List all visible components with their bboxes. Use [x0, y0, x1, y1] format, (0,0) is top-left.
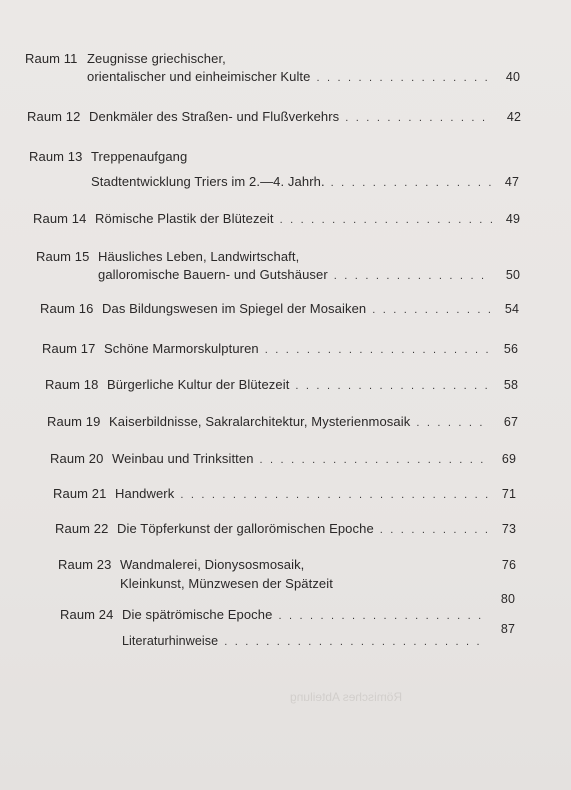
- entry-title: [112, 450, 516, 469]
- page-number: 71: [501, 487, 516, 501]
- title-line: orientalischer und einheimischer Kulte: [87, 69, 311, 84]
- title-line: Römische Plastik der Blütezeit: [95, 211, 274, 226]
- toc-entry: [60, 592, 515, 625]
- entry-title: [95, 210, 520, 229]
- title-line: Das Bildungswesen im Spiegel der Mosaiken: [102, 301, 367, 316]
- page-number: 56: [503, 342, 518, 356]
- page-number: 87: [500, 622, 515, 636]
- leader-dots: [372, 301, 491, 319]
- room-label: Raum 16: [40, 301, 94, 316]
- page-number: 76: [501, 558, 516, 572]
- room-label: Raum 14: [33, 211, 87, 226]
- toc-entry: [58, 548, 516, 593]
- leader-dots: [260, 451, 488, 469]
- title-line: Schöne Marmorskulpturen: [104, 341, 259, 356]
- title-line: Handwerk: [115, 486, 175, 501]
- entry-title: [122, 592, 515, 625]
- entry-title: [117, 520, 516, 539]
- room-label: Raum 11: [25, 51, 78, 66]
- leader-dots: [316, 69, 492, 87]
- entry-title: [87, 50, 520, 87]
- title-line: Denkmäler des Straßen- und Flußverkehrs: [89, 109, 340, 124]
- leader-dots: [180, 486, 488, 504]
- leader-dots: [278, 607, 487, 625]
- entry-title: [89, 108, 521, 127]
- title-line: Literaturhinweise: [122, 634, 219, 648]
- leader-dots: [295, 377, 490, 395]
- show-through-text: Römisches Abteilung: [290, 690, 403, 704]
- page-number: 67: [503, 415, 518, 429]
- leader-dots: [265, 341, 490, 359]
- page-number: 69: [501, 452, 516, 466]
- leader-dots: [224, 633, 487, 651]
- toc-entry: [25, 50, 520, 87]
- title-line: Kleinkunst, Münzwesen der Spätzeit: [120, 576, 333, 591]
- room-label: Raum 15: [36, 249, 90, 264]
- page-number: 54: [504, 302, 519, 316]
- title-line: Zeugnisse griechischer,: [87, 51, 226, 66]
- page-number: 42: [506, 110, 521, 124]
- entry-title: [104, 340, 518, 359]
- title-line: galloromische Bauern- und Gutshäuser: [98, 267, 328, 282]
- entry-title: [102, 300, 519, 319]
- toc-entry: [33, 210, 520, 229]
- room-label: Raum 21: [53, 486, 107, 501]
- title-line: Treppenaufgang: [91, 149, 188, 164]
- leader-dots: [280, 211, 492, 229]
- title-line: Wandmalerei, Dionysosmosaik,: [120, 557, 305, 572]
- room-label: Raum 19: [47, 414, 101, 429]
- leader-dots: [416, 414, 490, 432]
- toc-entry: [36, 248, 520, 285]
- toc-entry: [55, 520, 516, 539]
- title-line: Kaiserbildnisse, Sakralarchitektur, Mysterienmosaik: [109, 414, 411, 429]
- title-line: Bürgerliche Kultur der Blütezeit: [107, 377, 290, 392]
- leader-dots: [345, 109, 493, 127]
- toc-entry: [50, 450, 516, 469]
- page-number: 40: [505, 70, 520, 84]
- page-number: 47: [504, 175, 519, 189]
- page-number: 49: [505, 212, 520, 226]
- title-line: Stadtentwicklung Triers im 2.—4. Jahrh.: [91, 174, 325, 189]
- toc-entry: [53, 485, 516, 504]
- room-label: Raum 17: [42, 341, 96, 356]
- room-label: Raum 23: [58, 557, 112, 572]
- toc-entry: [40, 300, 519, 319]
- entry-title: [115, 485, 516, 504]
- title-line: Weinbau und Trinksitten: [112, 451, 254, 466]
- page-number: 73: [501, 522, 516, 536]
- room-label: Raum 22: [55, 521, 109, 536]
- room-label: Raum 12: [27, 109, 81, 124]
- toc-entry: [60, 622, 515, 651]
- room-label: Raum 13: [29, 149, 83, 164]
- room-label: Raum 20: [50, 451, 104, 466]
- entry-title: [122, 622, 515, 651]
- leader-dots: [331, 174, 491, 192]
- title-line: Die spätrömische Epoche: [122, 607, 273, 622]
- room-label: Raum 24: [60, 607, 114, 622]
- room-label: Raum 18: [45, 377, 99, 392]
- toc-entry: [42, 340, 518, 359]
- entry-title: [120, 556, 516, 593]
- page-number: 80: [500, 592, 515, 606]
- title-line: Die Töpferkunst der gallorömischen Epoche: [117, 521, 374, 536]
- leader-dots: [380, 521, 488, 539]
- entry-title: [109, 413, 518, 432]
- page-number: 50: [505, 268, 520, 282]
- title-line: Häusliches Leben, Landwirtschaft,: [98, 249, 300, 264]
- entry-title: [91, 148, 519, 192]
- page-number: 58: [503, 378, 518, 392]
- entry-title: [98, 248, 520, 285]
- toc-entry: [47, 413, 518, 432]
- entry-title: [107, 376, 518, 395]
- toc-entry: [27, 108, 521, 127]
- leader-dots: [334, 267, 492, 285]
- toc-entry: [29, 148, 519, 192]
- toc-entry: [45, 376, 518, 395]
